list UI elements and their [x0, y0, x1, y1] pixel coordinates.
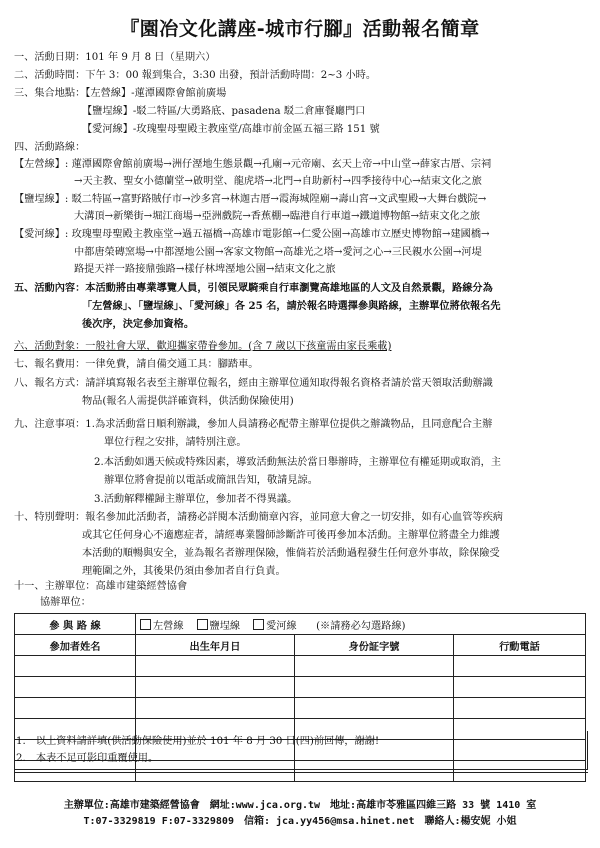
route-aihe-1: 【愛河線】: 玫瑰聖母聖殿主教座堂→過五福橋→高雄市電影館→仁愛公園→高雄市立歷史博物館→建國橋→ [14, 229, 490, 240]
checkbox-zuoying[interactable] [140, 619, 151, 630]
form-note-2: 2. 本表不足可影印重覆使用。 [16, 753, 159, 764]
checkbox-yancheng[interactable] [197, 619, 208, 630]
form-note-1: 1. 以上資料請詳填(供活動保險使用)並於 101 年 8 月 30 日(四)前回傳，謝謝! [16, 736, 380, 747]
footer-line-1: 主辦單位:高雄市建築經營協會 網址:www.jca.org.tw 地址:高雄市苓雅區四維三路 33 號 1410 室 [63, 800, 537, 811]
meeting-place-aihe: 【愛河線】-玫瑰聖母聖殿主教座堂/高雄市前金區五福三路 151 號 [82, 124, 380, 135]
meeting-place-zuoying: 三、集合地點：【左營線】-蓮潭國際會館前廣場 [14, 88, 227, 99]
route-options [136, 614, 586, 635]
route-row [15, 614, 586, 635]
checkbox-aihe[interactable] [253, 619, 264, 630]
document-title: 『園冶文化講座-城市行腳』活動報名簡章 [120, 18, 480, 40]
declaration-1: 十、特別聲明：報名參加此活動者，請務必詳閱本活動簡章內容，並同意大會之一切安排，如有心血管等疾病 [14, 512, 503, 523]
col-phone: 行動電話 [454, 635, 586, 656]
notice-1a: 九、注意事項：1.為求活動當日順利辦識，參加人員請務必配帶主辦單位提供之辦識物品，且同意配合主辦 [14, 419, 493, 430]
declaration-3: 本活動的順暢與安全，並為報名者辦理保險，惟倘若於活動過程發生任何意外事故，除保險受 [82, 548, 500, 559]
activity-time: 二、活動時間：下午 3：00 報到集合，3:30 出發，預計活動時間：2~3 小時。 [14, 70, 377, 81]
registration-method-1: 八、報名方式：請詳填寫報名表至主辦單位報名，經由主辦單位通知取得報名資格者請於當天領取活動辦識 [14, 378, 493, 389]
notice-1b: 單位行程之安排，請特別注意。 [104, 437, 247, 448]
table-row[interactable] [15, 677, 586, 698]
notice-3: 3.活動解釋權歸主辦單位，參加者不得異議。 [94, 494, 298, 505]
registration-method-2: 物品(報名人需提供詳確資料，供活動保險使用) [82, 396, 294, 407]
col-name: 參加者姓名 [15, 635, 136, 656]
col-id: 身份証字號 [295, 635, 454, 656]
route-yancheng-2: 大溝頂→新樂街→堀江商場→亞洲戲院→香蕉棚→臨港自行車道→鐵道博物館→結束文化之旅 [74, 211, 481, 222]
table-row[interactable] [15, 656, 586, 677]
table-header-row [15, 635, 586, 656]
notes-box [14, 731, 588, 770]
declaration-4: 理範圍之外，其後果仍須由參加者自行負責。 [82, 566, 286, 577]
route-aihe-3: 路提天祥一路接鼎強路→樣仔林埤溼地公園→結束文化之旅 [74, 264, 336, 275]
meeting-place-yancheng: 【鹽埕線】-駁二特區/大勇路底、pasadena 駁二倉庫餐廳門口 [82, 106, 366, 117]
notice-2b: 辦單位將會提前以電話或簡訊告知，敬請見諒。 [104, 475, 318, 486]
registration-fee: 七、報名費用：一律免費，請自備交通工具：腳踏車。 [14, 359, 259, 370]
organizer: 十一、主辦單位：高雄市建築經營協會 [14, 581, 188, 592]
content-2: 「左營線」、「鹽埕線」、「愛河線」各 25 名，請於報名時選擇參與路線，主辦單位將依報名先 [82, 300, 501, 312]
co-organizer: 協辦單位： [40, 597, 91, 608]
route-aihe-2: 中都唐榮磚窯場→中都溼地公園→客家文物館→高雄光之塔→愛河之心→三民親水公園→河堤 [74, 247, 482, 258]
content-1: 五、活動內容：本活動將由專業導覽人員，引領民眾騎乘自行車瀏覽高雄地區的人文及自然景觀，路線分為 [14, 282, 493, 294]
route-note: (※請務必勾選路線) [316, 620, 406, 632]
footer-line-2: T:07-3329819 F:07-3329809 信箱: jca.yy456@msa.hinet.net 聯絡人:楊安妮 小姐 [83, 816, 517, 827]
opt-yancheng-label: 鹽埕線 [209, 620, 241, 632]
opt-zuoying-label: 左營線 [153, 620, 184, 632]
notice-2a: 2.本活動如遇天候或特殊因素，導致活動無法於當日舉辦時，主辦單位有權延期或取消，主 [94, 457, 502, 468]
route-zuoying-2: →天主教、聖女小德蘭堂→啟明堂、龍虎塔→北門→自助新村→四季接待中心→結束文化之旅 [74, 176, 482, 187]
declaration-2: 或其它任何身心不適應症者，請經專業醫師診斷許可後再參加本活動。主辦單位將盡全力維護 [82, 530, 500, 541]
route-heading: 四、活動路線： [14, 142, 86, 153]
route-zuoying-1: 【左營線】: 蓮潭國際會館前廣場→洲仔溼地生態景觀→孔廟→元帝廟、玄天上帝→中山堂→薛家古厝、宗祠 [14, 159, 492, 170]
opt-aihe-label: 愛河線 [266, 620, 297, 632]
table-row[interactable] [15, 698, 586, 719]
activity-date: 一、活動日期：101 年 9 月 8 日（星期六） [14, 52, 216, 63]
route-label: 參 與 路 線 [15, 614, 136, 635]
route-yancheng-1: 【鹽埕線】: 駁二特區→富野路賊仔市→沙多宮→林迦古厝→霞海城隍廟→壽山宮→文武聖殿→大舞台戲院→ [14, 194, 487, 205]
col-birth: 出生年月日 [136, 635, 295, 656]
target-audience: 六、活動對象：一般社會大眾，歡迎攜家帶眷參加。(含 7 歲以下孩童需由家長乘載) [14, 341, 392, 352]
content-3: 後次序，決定參加資格。 [82, 318, 195, 330]
